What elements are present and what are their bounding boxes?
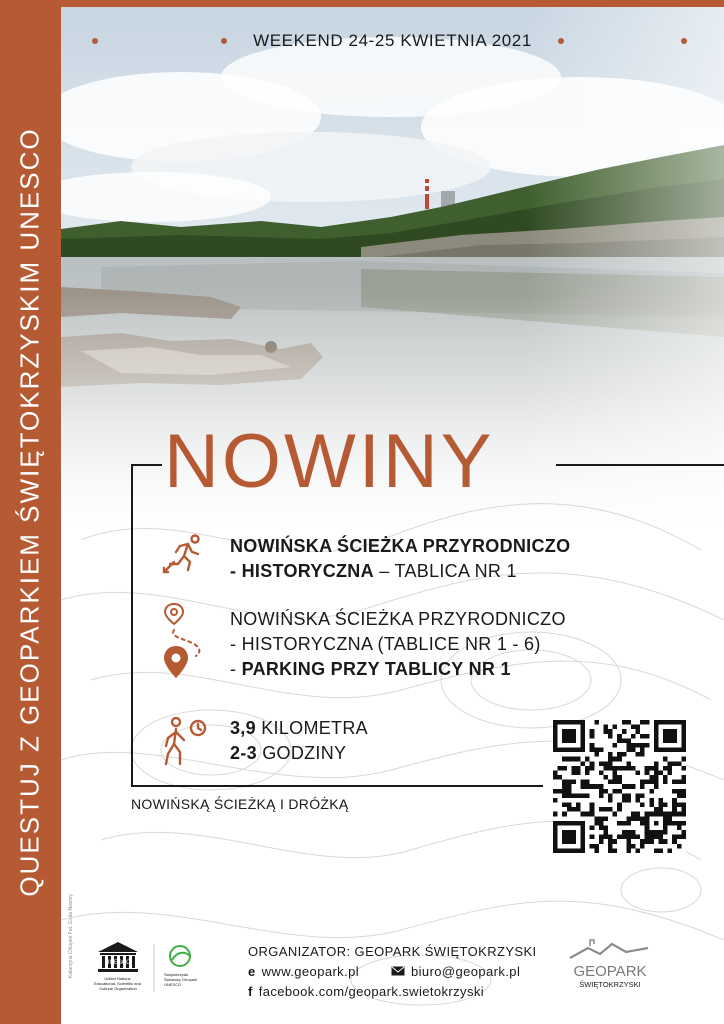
organizer: ORGANIZATOR: GEOPARK ŚWIĘTOKRZYSKI [248,944,537,959]
duration-value: 2-3 [230,743,257,763]
side-banner-text: QUESTUJ Z GEOPARKIEM ŚWIĘTOKRZYSKIM UNESCO [14,127,45,897]
distance-text [230,716,368,766]
mail-icon [391,962,405,982]
box-border [131,464,133,787]
start-line-1: NOWIŃSKA ŚCIEŻKA PRZYRODNICZO [230,536,571,556]
decor-dot [558,38,564,44]
event-date: WEEKEND 24-25 KWIETNIA 2021 [253,31,532,50]
unesco-logo-text: UNESCO [105,960,131,966]
box-border [131,785,543,787]
unesco-logo [94,942,142,991]
event-date-line [61,28,724,54]
box-border [131,464,162,466]
geopark-logo-sub: ŚWIĘTOKRZYSKI [579,980,641,989]
website-link[interactable]: www.geopark.pl [261,964,360,979]
start-point-text [230,534,570,584]
geopark-logo [560,934,660,994]
geopark-unesco-logo [164,946,198,987]
distance-km-label: KILOMETRA [255,718,368,738]
email-link[interactable]: biuro@geopark.pl [411,964,521,979]
facebook-icon: f [248,984,253,999]
route-text [230,607,566,682]
partner-logos [88,940,228,1000]
start-line-2-bold: - HISTORYCZNA [230,561,374,581]
route-line-1: NOWIŃSKA ŚCIEŻKA PRZYRODNICZO [230,609,566,629]
box-border [556,464,724,466]
decor-dot [221,38,227,44]
organizer-block [248,942,537,1002]
svg-text:United Nations Education: United Nations Educational, Scientific and Cultural Organization [93,976,141,991]
qr-code[interactable] [553,720,686,853]
tagline: NOWIŃSKĄ ŚCIEŻKĄ I DRÓŻKĄ [131,796,349,812]
hiker-clock-icon [162,716,208,768]
distance-km-value: 3,9 [230,718,256,738]
top-border [0,0,724,7]
route-line-2: - HISTORYCZNA (TABLICE NR 1 - 6) [230,634,541,654]
geopark-logo-word: GEOPARK [573,963,647,980]
side-banner [0,0,61,1024]
route-line-3-bold: PARKING PRZY TABLICY NR 1 [241,659,511,679]
svg-text:Świętokrzyski Światowy G: Świętokrzyski Światowy Geopark UNESCO [164,972,198,987]
duration-label: GODZINY [256,743,347,763]
photo-credits: Katarzyna Chlopek Fot. Grota Nowiny [68,894,74,978]
facebook-link[interactable]: facebook.com/geopark.swietokrzyski [258,984,485,999]
route-pin-icon [162,602,210,686]
start-line-2: – TABLICA NR 1 [373,561,517,581]
route-line-3-prefix: - [230,659,242,679]
web-icon: e [248,964,256,979]
page-title: NOWINY [164,419,495,504]
runner-icon [162,532,206,576]
